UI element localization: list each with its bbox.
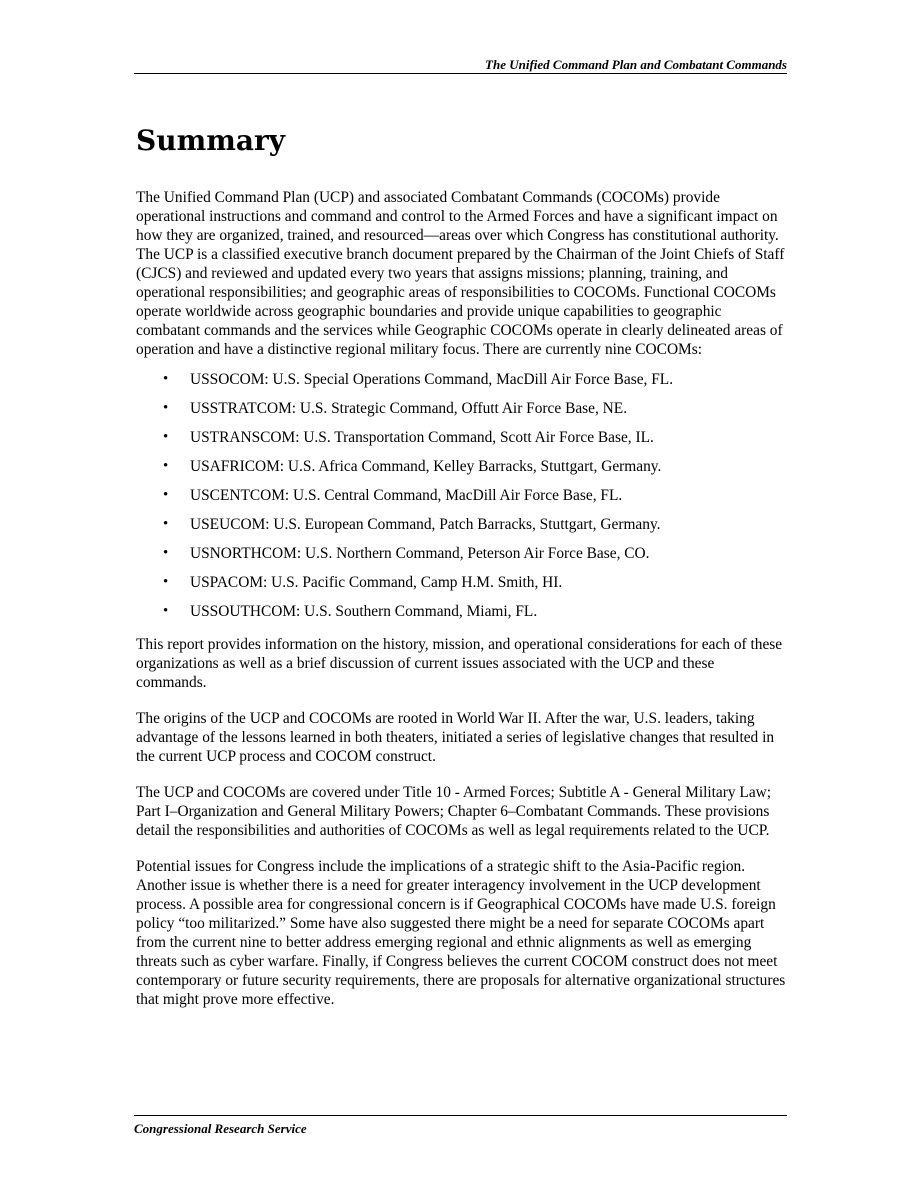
bullet-icon: • [163, 400, 169, 416]
page-content [136, 123, 788, 1026]
intro-paragraph: The Unified Command Plan (UCP) and associated Combatant Commands (COCOMs) provide operational instructions and command and control to the Armed Forces and have a significant impact on how they are organized, trained, and resourced—areas over which Congress has constitutional authority. The UCP is a classified executive branch document prepared by the Chairman of the Joint Chiefs of Staff (CJCS) and reviewed and updated every two years that assigns missions; planning, training, and operational responsibilities; and geographic areas of responsibilities to COCOMs. Functional COCOMs operate worldwide across geographic boundaries and provide unique capabilities to geographic combatant commands and the services while Geographic COCOMs operate in clearly delineated areas of operation and have a distinctive regional military focus. There are currently nine COCOMs: [136, 189, 785, 358]
bullet-icon: • [163, 516, 169, 532]
command-text: USSOUTHCOM: U.S. Southern Command, Miami, FL. [190, 603, 538, 620]
issues-paragraph: Potential issues for Congress include the implications of a strategic shift to the Asia-Pacific region. Another issue is whether there is a need for greater interagency involvement in the UCP development process. A possible area for congressional concern is if Geographical COCOMs have made U.S. foreign policy “too militarized.” Some have also suggested there might be a need for separate COCOMs apart from the current nine to better address emerging regional and ethnic alignments as well as emerging threats such as cyber warfare. Finally, if Congress believes the current COCOM construct does not meet contemporary or future security requirements, there are proposals for alternative organizational structures that might prove more effective. [136, 858, 786, 1008]
command-text: USCENTCOM: U.S. Central Command, MacDill Air Force Base, FL. [190, 487, 623, 504]
command-text: USTRANSCOM: U.S. Transportation Command, Scott Air Force Base, IL. [190, 429, 654, 446]
list-item [136, 399, 788, 418]
running-header: The Unified Command Plan and Combatant Commands [485, 57, 787, 72]
list-item [136, 544, 788, 563]
command-text: USAFRICOM: U.S. Africa Command, Kelley Barracks, Stuttgart, Germany. [190, 458, 662, 475]
bullet-icon: • [163, 458, 169, 474]
command-text: USEUCOM: U.S. European Command, Patch Barracks, Stuttgart, Germany. [190, 516, 661, 533]
list-item [136, 486, 788, 505]
bullet-icon: • [163, 429, 169, 445]
section-title: Summary [136, 124, 285, 157]
bullet-icon: • [163, 603, 169, 619]
command-text: USSTRATCOM: U.S. Strategic Command, Offutt Air Force Base, NE. [190, 400, 628, 417]
command-text: USNORTHCOM: U.S. Northern Command, Peterson Air Force Base, CO. [190, 545, 650, 562]
title10-paragraph: The UCP and COCOMs are covered under Title 10 - Armed Forces; Subtitle A - General Military Law; Part I–Organization and General Military Powers; Chapter 6–Combatant Commands. These provisions detail the responsibilities and authorities of COCOMs as well as legal requirements related to the UCP. [136, 784, 772, 839]
bullet-icon: • [163, 487, 169, 503]
list-item [136, 602, 788, 621]
bullet-icon: • [163, 574, 169, 590]
report-paragraph: This report provides information on the history, mission, and operational considerations for each of these organizations as well as a brief discussion of current issues associated with the UCP and these commands. [136, 636, 783, 691]
list-item [136, 515, 788, 534]
bullet-icon: • [163, 371, 169, 387]
list-item [136, 370, 788, 389]
command-list [136, 370, 788, 621]
footer-rule [134, 1115, 787, 1116]
running-footer: Congressional Research Service [134, 1121, 307, 1136]
bullet-icon: • [163, 545, 169, 561]
list-item [136, 428, 788, 447]
list-item [136, 457, 788, 476]
command-text: USPACOM: U.S. Pacific Command, Camp H.M. Smith, HI. [190, 574, 563, 591]
header-rule [134, 73, 787, 74]
list-item [136, 573, 788, 592]
command-text: USSOCOM: U.S. Special Operations Command, MacDill Air Force Base, FL. [190, 371, 674, 388]
origins-paragraph: The origins of the UCP and COCOMs are rooted in World War II. After the war, U.S. leaders, taking advantage of the lessons learned in both theaters, initiated a series of legislative changes that resulted in the current UCP process and COCOM construct. [136, 710, 775, 765]
